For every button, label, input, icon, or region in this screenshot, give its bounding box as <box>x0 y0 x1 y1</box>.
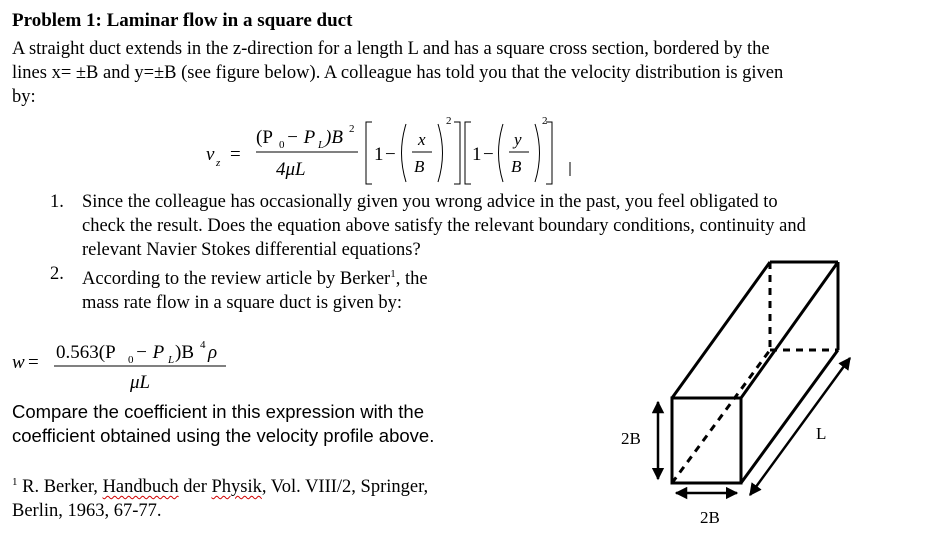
footnote-line: Berlin, 1963, 67-77. <box>12 501 162 521</box>
eq2-sub0: 0 <box>128 354 134 366</box>
compare-line: Compare the coefficient in this expression with the <box>12 401 425 422</box>
eq1-lhs: v <box>206 144 215 165</box>
eq2-mid: − P <box>135 342 165 363</box>
eq1-one: 1 <box>374 144 384 165</box>
eq2-den: μL <box>130 372 151 393</box>
eq1-y: y <box>514 130 522 149</box>
list-item-text <box>82 262 428 315</box>
list-item-line: relevant Navier Stokes differential equations? <box>82 240 421 260</box>
footnote-line <box>12 470 428 499</box>
list-item-number: 1. <box>50 192 64 212</box>
eq1-lhs-sub: z <box>216 157 221 169</box>
list-item-line: mass rate flow in a square duct is given by: <box>82 293 403 313</box>
list-item-number: 2. <box>50 264 64 284</box>
eq1-sq1: 2 <box>446 115 452 127</box>
eq1-bracket2-open <box>465 122 471 184</box>
eq1-paren-open <box>402 124 407 182</box>
eq1-num-c: )B <box>325 127 343 148</box>
footnote-word-handbuch: Handbuch <box>102 477 179 497</box>
eq2-coef: 0.563(P <box>56 342 116 363</box>
eq1-num-subL: L <box>318 139 325 151</box>
problem-title: Problem 1: Laminar flow in a square duct <box>12 10 353 31</box>
list-item-line: Since the colleague has occasionally given you wrong advice in the past, you feel obligated to <box>82 192 778 212</box>
eq1-bracket-open <box>366 122 372 184</box>
eq1-den: 4μL <box>276 159 306 180</box>
duct-bottom-right-edge <box>741 350 838 483</box>
compare-line: coefficient obtained using the velocity profile above. <box>12 425 435 446</box>
eq1-num-sup: 2 <box>349 123 355 135</box>
intro-line: lines x= ±B and y=±B (see figure below). A colleague has told you that the velocity distribution is given <box>12 63 784 83</box>
eq2-rho: ρ <box>208 342 218 363</box>
footnote-text: R. Berker, <box>17 477 103 497</box>
eq1-paren2-open <box>499 124 504 182</box>
footnote-marker: 1 <box>12 476 18 488</box>
width-label: 2B <box>700 508 720 527</box>
eq1-x: x <box>418 130 426 149</box>
length-dimension-arrow <box>750 358 850 495</box>
list-item-line: check the result. Does the equation above satisfy the relevant boundary conditions, continuity and <box>82 216 806 236</box>
eq1-paren-close <box>438 124 443 182</box>
length-label: L <box>816 424 827 443</box>
berker-text-end: , the <box>395 269 428 289</box>
footnote-word-physik: Physik <box>211 477 262 497</box>
footnote <box>12 470 428 523</box>
eq1-minus2: − <box>483 144 494 165</box>
duct-figure <box>600 255 936 538</box>
eq2-subL: L <box>168 354 175 366</box>
eq2-sup4: 4 <box>200 339 206 351</box>
eq1-sq2: 2 <box>542 115 548 127</box>
list-item-1 <box>50 190 910 262</box>
eq1-equals: = <box>230 144 241 165</box>
eq2-equals: = <box>28 352 39 373</box>
eq1-bracket2-close <box>546 122 552 184</box>
footnote-text: der <box>178 477 212 497</box>
eq1-minus: − <box>385 144 396 165</box>
eq1-num-sub0: 0 <box>279 139 285 151</box>
list-item-2 <box>50 262 550 312</box>
list-item-text <box>82 190 806 262</box>
height-label: 2B <box>621 429 641 448</box>
footnote-ref: 1 <box>390 268 396 280</box>
intro-paragraph <box>12 37 912 109</box>
eq1-bracket-close <box>454 122 460 184</box>
eq1-paren2-close <box>535 124 540 182</box>
eq1-B2: B <box>511 157 522 176</box>
intro-line: by: <box>12 87 36 107</box>
berker-text: According to the review article by Berker <box>82 269 391 289</box>
footnote-text: , Vol. VIII/2, Springer, <box>261 477 429 497</box>
velocity-equation <box>206 108 606 190</box>
compare-text <box>12 400 434 448</box>
eq2-lhs: w <box>12 352 25 373</box>
mass-flow-equation <box>10 336 250 398</box>
eq1-B1: B <box>414 157 425 176</box>
eq1-one2: 1 <box>472 144 482 165</box>
eq2-rest: )B <box>175 342 194 363</box>
eq1-num-a: (P <box>256 127 273 148</box>
eq1-num-b: − P <box>286 127 316 148</box>
list-item-line <box>82 262 428 291</box>
intro-line: A straight duct extends in the z-direction for a length L and has a square cross section, bordered by the <box>12 39 770 59</box>
